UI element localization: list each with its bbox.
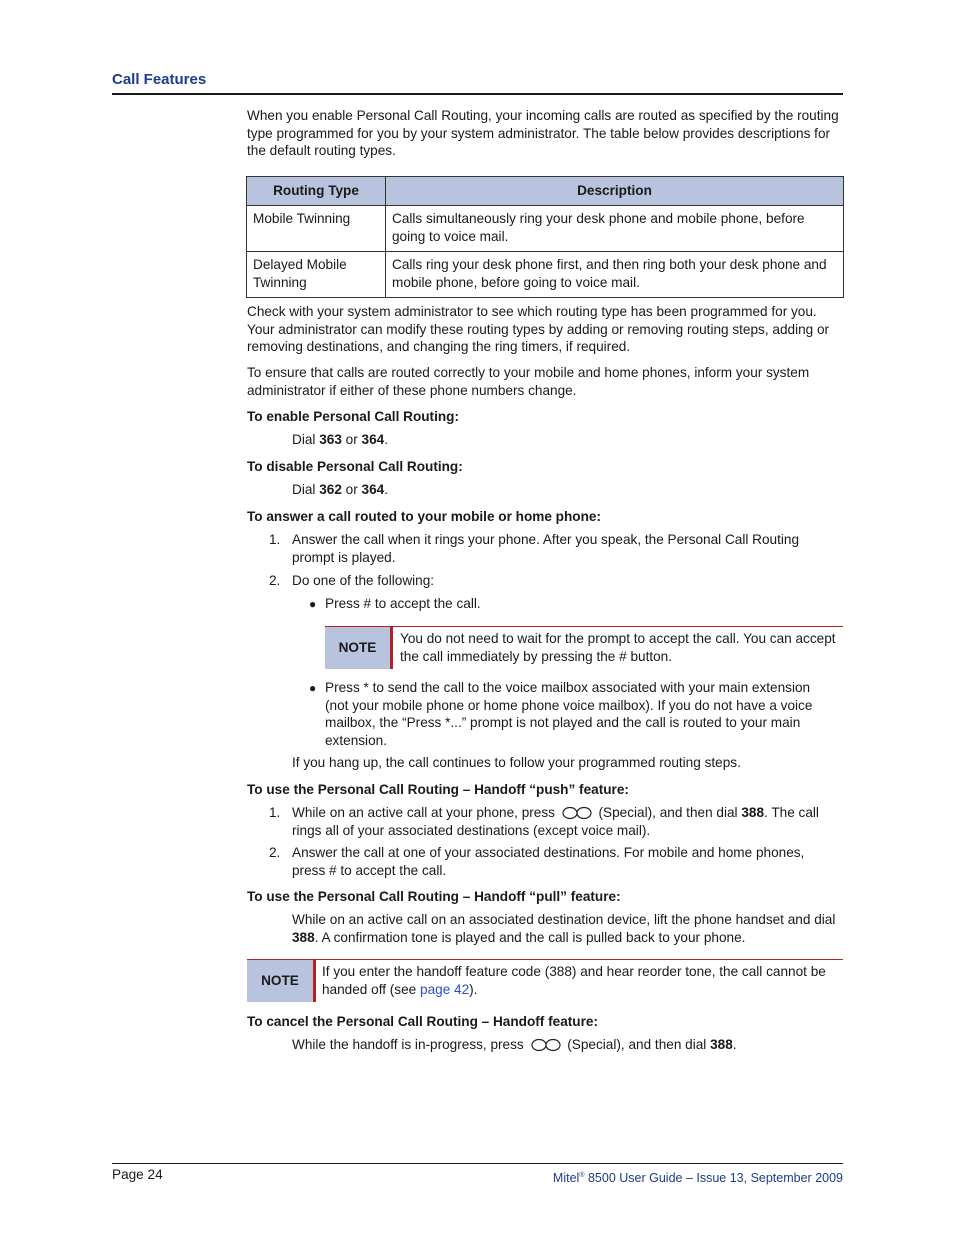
- period: .: [384, 482, 389, 497]
- answer-step-1: Answer the call when it rings your phone. After you speak, the Personal Call Routing prompt is played.: [292, 532, 800, 565]
- ensure-paragraph: To ensure that calls are routed correctly to your mobile and home phones, inform your system administrator if either of these phone numbers change.: [247, 365, 810, 398]
- pull-heading: To use the Personal Call Routing – Handoff “pull” feature:: [247, 889, 621, 904]
- header-rule: [112, 93, 843, 95]
- special-key-icon: [561, 806, 593, 820]
- feature-code: 388: [741, 805, 765, 820]
- note-bar: [313, 960, 316, 1002]
- feature-code: 362: [319, 482, 342, 497]
- bullet-voicemail: Press * to send the call to the voice mailbox associated with your main extension (not your mobile phone or home phone voice mailbox). If you do not have a voice mailbox, the “Press *...” prompt is not played and the call is routed to your main extension.: [325, 680, 813, 748]
- feature-code: 388: [292, 929, 315, 945]
- note-label: NOTE: [247, 960, 313, 1002]
- footer-title: [553, 1167, 843, 1188]
- dial-text: Dial: [292, 482, 316, 497]
- cancel-heading: To cancel the Personal Call Routing – Handoff feature:: [247, 1014, 598, 1029]
- page-link[interactable]: page 42: [420, 981, 470, 997]
- special-key-icon: [530, 1038, 562, 1052]
- feature-code: 364: [361, 482, 385, 497]
- cancel-text-b: (Special), and then dial: [567, 1037, 707, 1052]
- step-text: . The call rings all of your associated destinations (except voice mail).: [292, 805, 819, 838]
- feature-code: 363: [319, 432, 342, 447]
- step-number: 1.: [269, 805, 281, 820]
- period: .: [732, 1037, 737, 1052]
- period: .: [384, 432, 389, 447]
- note-text-a: If you enter the handoff feature code (388) and hear reorder tone, the call cannot be handed off (see: [322, 964, 826, 997]
- table-cell: Calls simultaneously ring your desk phone and mobile phone, before going to voice mail.: [386, 206, 844, 252]
- step-text: While on an active call at your phone, press: [292, 805, 555, 820]
- bullet-accept: Press # to accept the call.: [325, 596, 481, 611]
- table-header-cell: Description: [386, 177, 844, 206]
- feature-code: 388: [710, 1037, 733, 1052]
- section-title: Call Features: [112, 71, 207, 88]
- page-number: Page 24: [112, 1167, 163, 1182]
- pull-text-a: While on an active call on an associated destination device, lift the phone handset and dial: [292, 912, 836, 927]
- footer-rule: [112, 1163, 843, 1164]
- note-top-rule: [247, 959, 843, 960]
- dial-text: Dial: [292, 432, 316, 447]
- or-text: or: [345, 482, 358, 497]
- answer-step-2: Do one of the following:: [292, 573, 435, 588]
- or-text: or: [345, 432, 358, 447]
- step-number: 2.: [269, 573, 281, 588]
- table-row: [247, 206, 844, 252]
- enable-heading: To enable Personal Call Routing:: [247, 409, 459, 424]
- push-heading: To use the Personal Call Routing – Handoff “push” feature:: [247, 782, 629, 797]
- bullet-icon: ●: [309, 681, 317, 695]
- cancel-text: [292, 1036, 840, 1054]
- routing-type-table: [246, 176, 844, 298]
- disable-heading: To disable Personal Call Routing:: [247, 459, 463, 474]
- footer-rest: 8500 User Guide – Issue 13, September 2009: [584, 1171, 843, 1186]
- bullet-icon: ●: [309, 597, 317, 611]
- table-header-cell: Routing Type: [247, 177, 386, 206]
- note-box: [247, 959, 843, 1002]
- enable-instruction: [292, 431, 388, 449]
- disable-instruction: [292, 481, 388, 499]
- registered-mark: ®: [579, 1172, 585, 1179]
- push-step-2: Answer the call at one of your associated destinations. For mobile and home phones, press # to accept the call.: [292, 845, 805, 878]
- table-row: [247, 252, 844, 298]
- table-cell: Mobile Twinning: [247, 206, 386, 252]
- pull-text-b: . A confirmation tone is played and the call is pulled back to your phone.: [314, 929, 746, 945]
- table-cell: Calls ring your desk phone first, and then ring both your desk phone and mobile phone, before going to voice mail.: [386, 252, 844, 298]
- answer-heading: To answer a call routed to your mobile or home phone:: [247, 509, 601, 524]
- footer-brand: Mitel: [552, 1171, 580, 1186]
- note-text-b: ).: [469, 981, 478, 997]
- note-bar: [390, 627, 393, 669]
- step-number: 2.: [269, 845, 281, 860]
- note-label: NOTE: [325, 627, 390, 669]
- step-text: (Special), and then dial: [598, 805, 738, 820]
- hangup-text: If you hang up, the call continues to follow your programmed routing steps.: [292, 755, 741, 770]
- cancel-text-a: While the handoff is in-progress, press: [292, 1037, 524, 1052]
- note-text: You do not need to wait for the prompt to accept the call. You can accept the call immediately by pressing the # button.: [400, 631, 836, 664]
- push-step-1: [292, 804, 840, 839]
- step-number: 1.: [269, 532, 281, 547]
- note-box: [325, 626, 843, 669]
- intro-paragraph: When you enable Personal Call Routing, your incoming calls are routed as specified by the routing type programmed for you by your system administrator. The table below provides descriptions for the default routing types.: [247, 108, 839, 158]
- pull-text: [292, 911, 840, 946]
- table-cell: Delayed Mobile Twinning: [247, 252, 386, 298]
- check-paragraph: Check with your system administrator to see which routing type has been programmed for you. Your administrator can modify these routing types by adding or removing routing steps, adding or removing destinations, and changing the ring timers, if required.: [247, 304, 830, 354]
- note-top-rule: [325, 626, 843, 627]
- note-text: [322, 963, 840, 998]
- table-header-row: [247, 177, 844, 206]
- feature-code: 364: [361, 432, 385, 447]
